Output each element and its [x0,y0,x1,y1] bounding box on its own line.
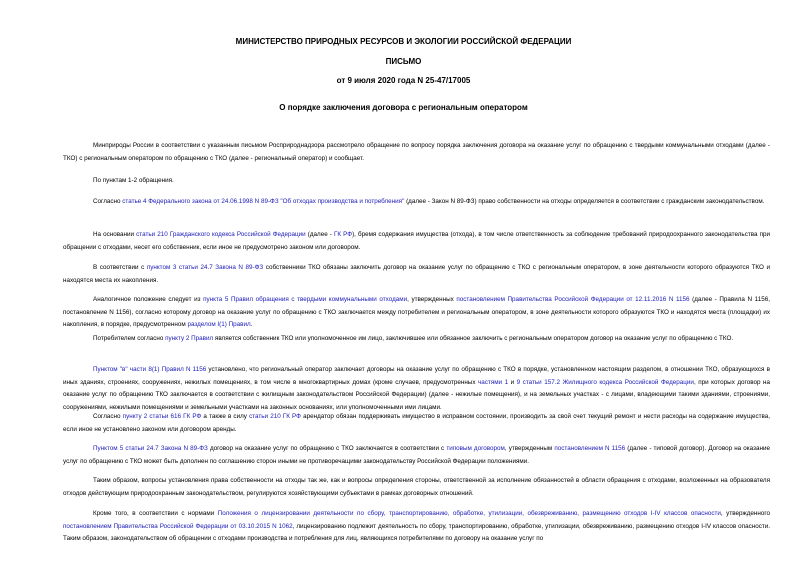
paragraph-text: . [250,321,253,328]
paragraph-text: арендатор обязан поддерживать имущество в исправном состоянии, производить за свой счет текущий ремонт и нести расходы на содержание имущества, если иное не установлено законом или договором аренды. [63,413,770,433]
legal-reference-link[interactable]: статье 4 Федерального закона от 24.06.1998 N 89-ФЗ "Об отходах производства и потребления" [122,198,405,205]
paragraph-rules-1156 [63,294,770,332]
legal-reference-link[interactable]: разделом I(1) Правил [187,321,251,328]
paragraph-text: , утвержденных [407,296,457,303]
paragraph-text: , утвержденным [504,445,555,452]
paragraph-text: , при которых договор на оказание услуг по обращению ТКО заключается в соответствии с жилищным законодательством Российской Федерации) (далее - нежилые помещения), и на земельных участках - с лицами, владеющими такими зданиями, строениями, сооружениями, нежилыми помещениями и земельными участками на законных основаниях, или уполномоченными ими лицами. [63,378,770,411]
paragraph-text: является собственник ТКО или уполномоченное им лицо, заключившее или обязанное заключить с региональным оператором договор на оказание услуг по обращению с ТКО. [213,335,734,342]
paragraph-text: (далее - Закон N 89-ФЗ) право собственности на отходы определяется в соответствии с гражданским законодательством. [404,198,765,205]
document-type: ПИСЬМО [385,57,422,66]
paragraph-article-616 [63,411,770,436]
legal-reference-link[interactable]: Положения о лицензировании деятельности по сбору, транспортированию, обработке, утилизации, обезвреживанию, размещению отходов I-IV классов опасности [217,510,721,517]
legal-reference-link[interactable]: ГК РФ [333,231,353,238]
paragraph-text: а также в силу [201,413,250,420]
paragraph-text: На основании [93,231,137,238]
paragraph-article-210 [63,229,770,254]
paragraph-text: договор на оказание услуг по обращению с ТКО заключается в соответствии с [207,445,447,452]
paragraph-text: (далее - [305,231,334,238]
paragraph-text: (далее - типовой договор). Договор на оказание услуг по обращению с ТКО может быть дополнен по соглашению сторон иными не противоречащими законодательству Российской Федерации положениями. [63,445,770,465]
paragraph-text: , лицензированию подлежит деятельность по сбору, транспортированию, обработке, утилизации, обезвреживанию, размещению отходов I-IV классов опасности. Таким образом, законодательством об обращении с отходами производства и потребления для лиц, являющихся потребителями по договору на оказание услуг по [63,522,771,542]
paragraph-point-8-1 [63,364,770,414]
paragraph-text: Таким образом, вопросы установления права собственности на отходы так же, как и вопросы определения стороны, ответственной за исполнение обязанностей в области обращения с отходами, возложенных на образователя отходов действующим природоохранным законодательством, регулируются хозяйствующими субъектами в рамках договорных отношений. [63,477,770,497]
paragraph-text: Аналогичное положение следует из [93,296,204,303]
legal-reference-link[interactable]: пункту 2 Правил [165,335,214,342]
paragraph-text: Согласно [93,198,123,205]
legal-reference-link[interactable]: постановлением Правительства Российской Федерации от 03.10.2015 N 1062 [63,522,293,530]
legal-reference-link[interactable]: статьи 210 Гражданского кодекса Российской Федерации [136,231,306,238]
paragraph-text: ), бремя содержания имущества (отхода), в том числе ответственность за соблюдение требований природоохранного законодательства при обращении с отходами, несет его собственник, если иное не предусмотрено законом или договором. [63,231,771,251]
paragraph-text: установлено, что региональный оператор заключает договоры на оказание услуг по обращению с ТКО в порядке, установленном настоящим разделом, в отношении ТКО, образующихся в иных зданиях, строениях, сооружениях, нежилых помещениях, в том числе в многоквартирных домах (кроме случаев, предусмотренных [63,366,770,386]
legal-reference-link[interactable]: пунктом 3 статьи 24.7 Закона N 89-ФЗ [146,264,264,271]
legal-reference-link[interactable]: постановлением N 1156 [554,445,626,452]
paragraph-licensing [63,508,770,546]
paragraph-conclusion [63,475,770,500]
paragraph-points [63,175,770,188]
paragraph-text: Минприроды России в соответствии с указанным письмом Росприроднадзора рассмотрело обращение по вопросу порядка заключения договора на оказание услуг по обращению с твердыми коммунальными отходами (далее - ТКО) с региональным оператором по обращению с ТКО (далее - региональный оператор) и сообщает. [63,142,770,162]
legal-reference-link[interactable]: типовым договором [446,445,505,452]
paragraph-article-24-7 [63,262,770,287]
legal-reference-link[interactable]: пункту 2 статьи 616 ГК РФ [122,413,202,420]
legal-reference-link[interactable]: частями 1 [478,378,509,386]
document-date-number: от 9 июля 2020 года N 25-47/17005 [336,76,471,85]
paragraph-text: и [508,378,517,386]
paragraph-article-4 [63,196,770,209]
legal-reference-link[interactable]: 9 статьи 157.2 Жилищного кодекса Российской Федерации [516,378,694,386]
paragraph-intro [63,140,770,165]
paragraph-text: Кроме того, в соответствии с нормами [93,510,218,517]
paragraph-text: По пунктам 1-2 обращения. [93,177,174,184]
legal-reference-link[interactable]: пункта 5 Правил обращения с твердыми коммунальными отходами [203,296,408,303]
paragraph-text: , утвержденного [720,510,771,517]
legal-reference-link[interactable]: постановлением Правительства Российской Федерации от 12.11.2016 N 1156 [456,296,690,303]
paragraph-text: Согласно [93,413,123,420]
paragraph-text: (далее - Правила N 1156, постановление N 1156), согласно которому договор на оказание услуг по обращению с ТКО заключается между потребителем и региональным оператором, в зоне деятельности которого образуются ТКО и находятся места (площадки) их накопления, в порядке, предусмотренном [63,296,770,328]
paragraph-text: Потребителем согласно [93,335,166,342]
ministry-heading: МИНИСТЕРСТВО ПРИРОДНЫХ РЕСУРСОВ И ЭКОЛОГИИ РОССИЙСКОЙ ФЕДЕРАЦИИ [235,37,572,46]
paragraph-standard-contract [63,443,770,468]
paragraph-text: В соответствии с [93,264,147,271]
legal-reference-link[interactable]: Пунктом "в" части 8(1) Правил N 1156 [93,366,207,373]
paragraph-consumer [63,333,770,346]
paragraph-text: собственники ТКО обязаны заключить договор на оказание услуг по обращению с ТКО с региональным оператором, в зоне деятельности которого образуются ТКО и находятся места их накопления. [63,264,771,284]
legal-reference-link[interactable]: статьи 210 ГК РФ [249,413,301,420]
legal-reference-link[interactable]: Пунктом 5 статьи 24.7 Закона N 89-ФЗ [93,445,208,452]
document-title: О порядке заключения договора с региональным оператором [279,103,528,112]
